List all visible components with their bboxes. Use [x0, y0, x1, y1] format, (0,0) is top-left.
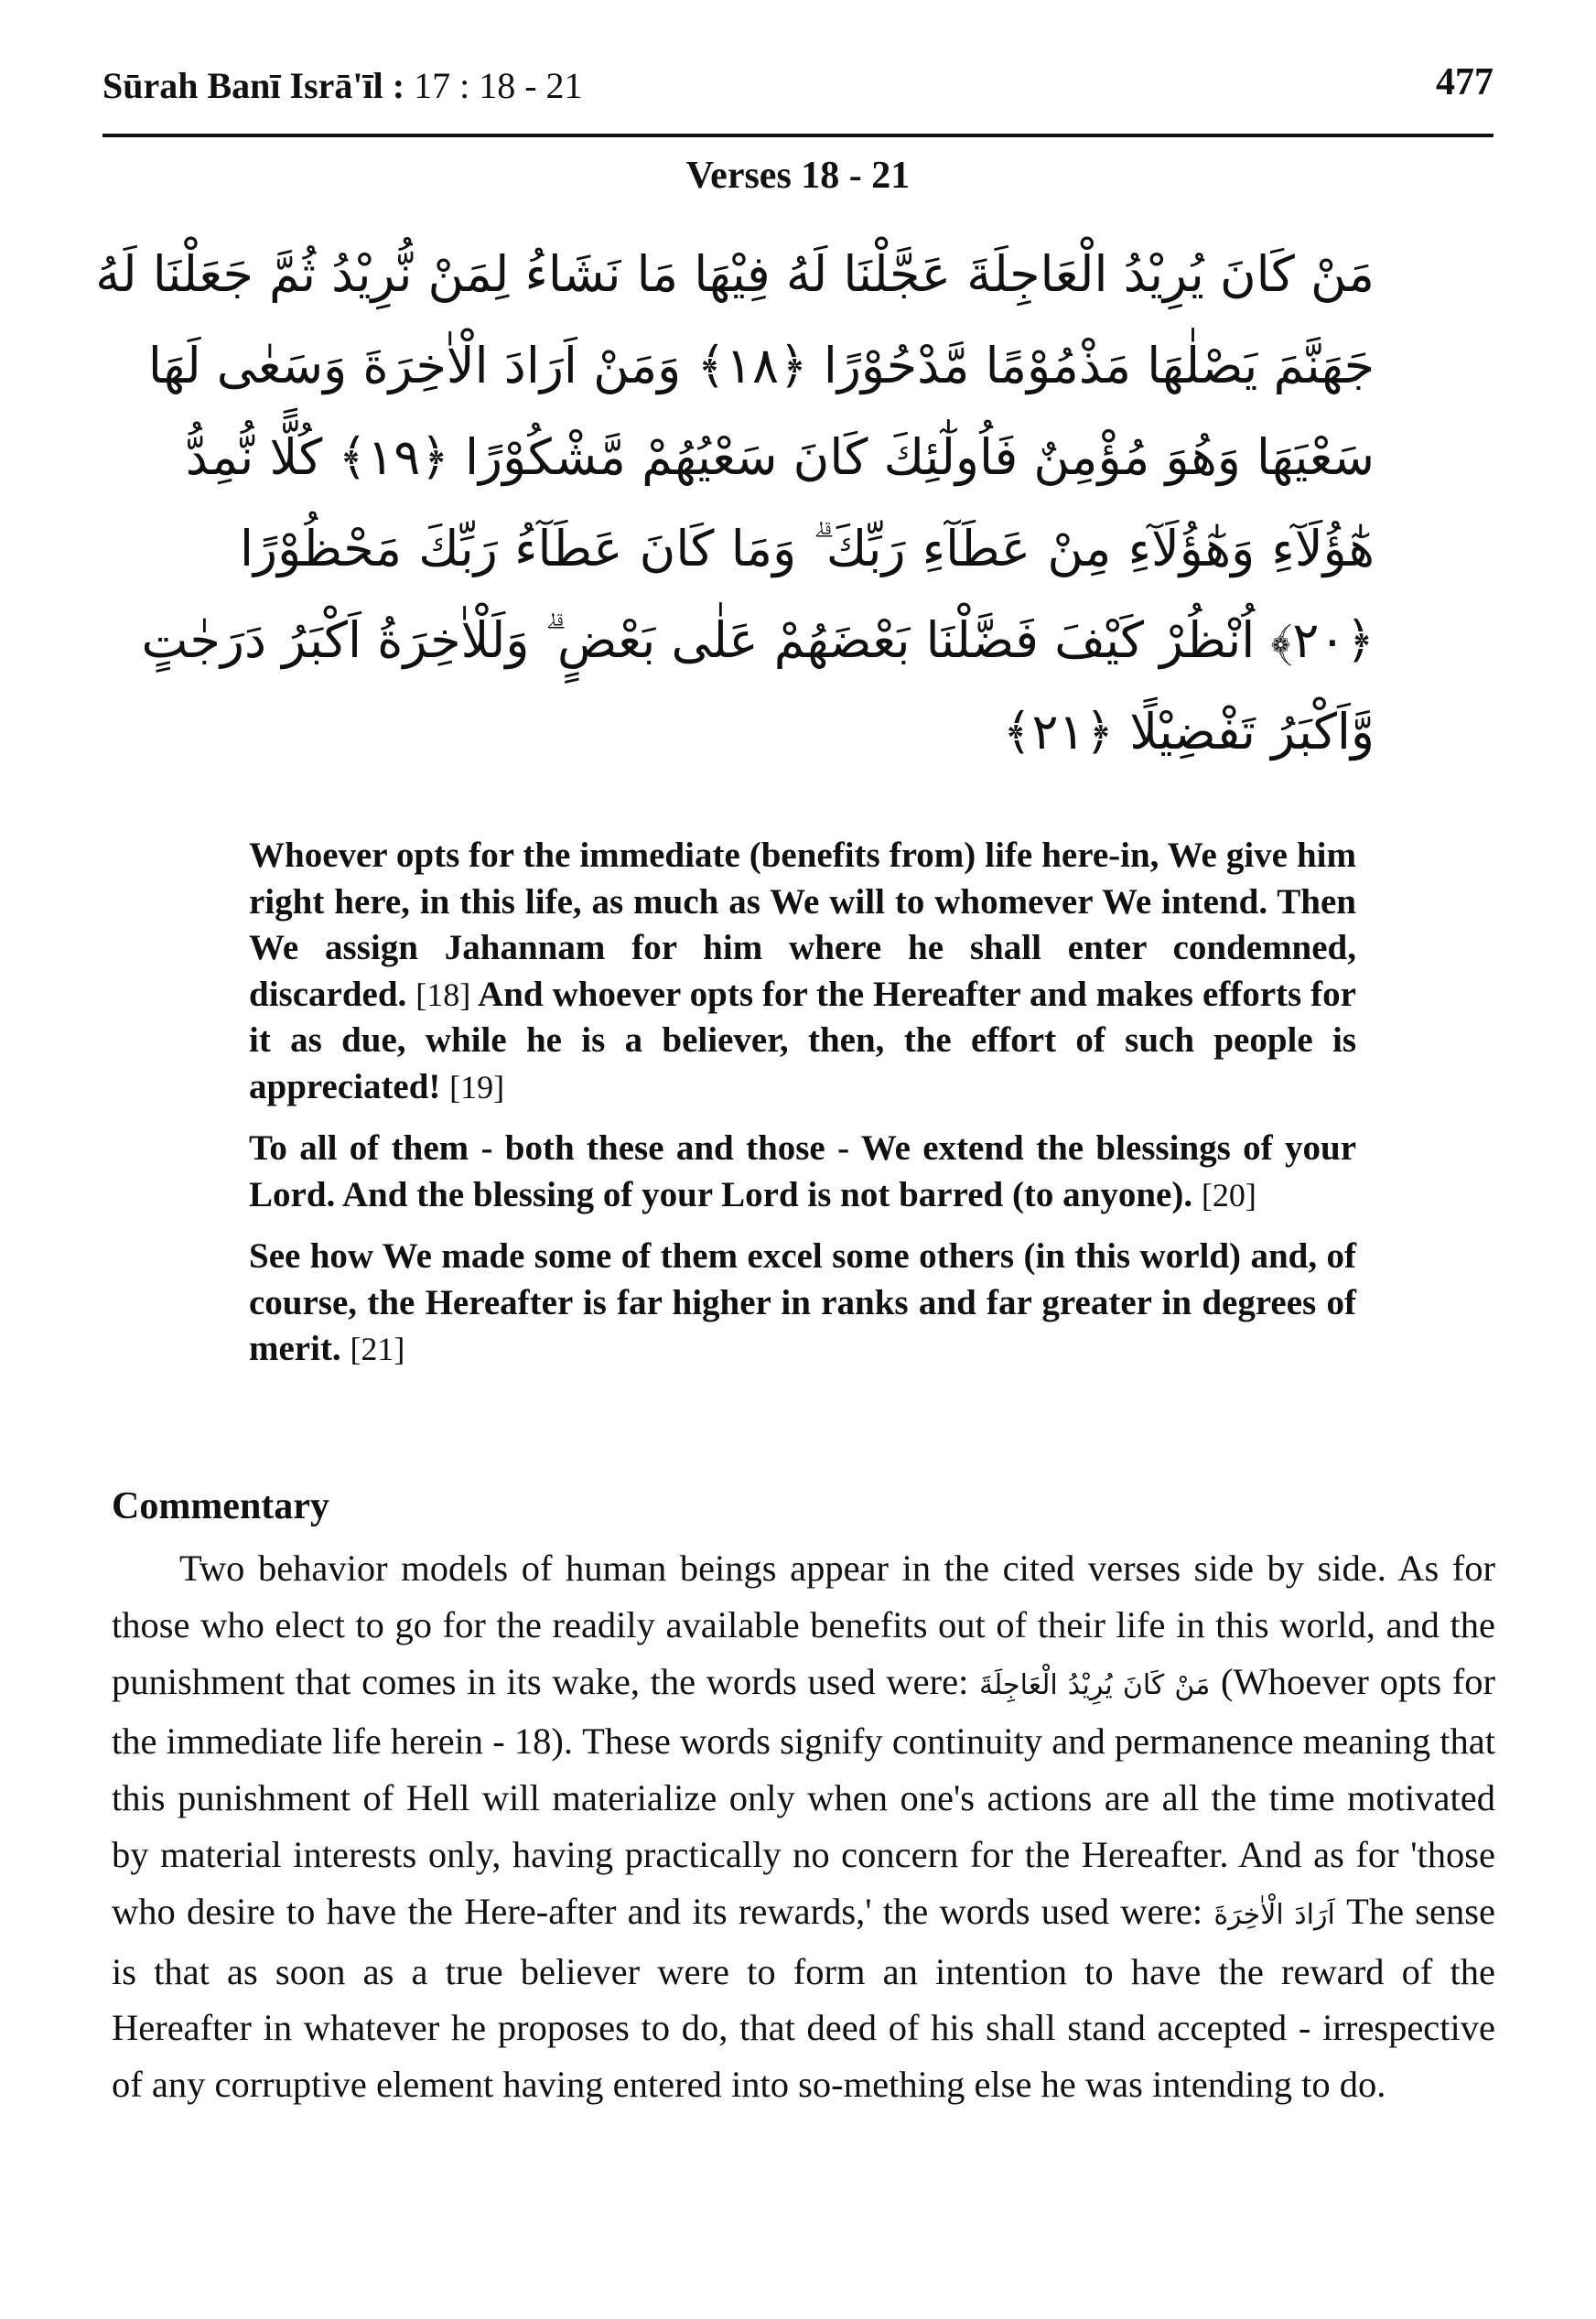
translation-text: And whoever opts for the Hereafter and makes efforts for it as due, while he is a believer, then, the effort of such people is appreciated!	[249, 974, 1356, 1106]
commentary-text: Two behavior models of human beings appear in the cited verses side by side. As for those who elect to go for the readily available benefits out of their life in this world, and the punishment that comes in its wake, the words used were:	[112, 1548, 1495, 1702]
page-number: 477	[1436, 61, 1494, 103]
commentary-paragraph	[112, 1540, 1495, 2113]
page-header	[102, 57, 1494, 141]
inline-arabic-quote: اَرَادَ الْاٰخِرَةَ	[1213, 1898, 1335, 1931]
translation-text: See how We made some of them excel some others (in this world) and, of course, the Hereafter is far higher in ranks and far greater in degrees of merit.	[249, 1236, 1356, 1368]
verse-number: [20]	[1201, 1176, 1256, 1213]
commentary-text: The sense is that as soon as a true believer were to form an intention to have the reward of the Hereafter in whatever he proposes to do, that deed of his shall stand accepted - irrespective of any corruptive element having entered into so-mething else he was intending to do.	[112, 1890, 1496, 2106]
surah-name: Sūrah Banī Isrā'īl :	[102, 65, 405, 106]
translation-paragraph	[249, 833, 1356, 1110]
commentary-body	[112, 1540, 1495, 2113]
arabic-line: سَعْيَهَا وَهُوَ مُؤْمِنٌ فَاُولٰٓئِكَ كَانَ سَعْيُهُمْ مَّشْكُوْرًا ﴿١٩﴾ كُلًّا نُّمِدُّ	[185, 428, 1375, 486]
commentary-text: (Whoever opts for the immediate life herein - 18). These words signify continuity and permanence meaning that this punishment of Hell will materialize only when one's actions are all the time motivated by material interests only, having practically no concern for the Hereafter. And as for 'those who desire to have the Here-after and its rewards,' the words used were:	[112, 1660, 1496, 1932]
inline-arabic-quote: مَنْ كَانَ يُرِيْدُ الْعَاجِلَةَ	[979, 1668, 1211, 1701]
arabic-line: وَّاَكْبَرُ تَفْضِيْلًا ﴿٢١﴾	[1002, 703, 1375, 760]
verse-number: [18]	[415, 976, 471, 1013]
translation-text: Whoever opts for the immediate (benefits from) life here-in, We give him right here, in this life, as much as We will to whomever We intend. Then We assign Jahannam for him where he shall enter condemned, discarded.	[249, 836, 1356, 1014]
translation-paragraph	[249, 1126, 1356, 1218]
verse-number: [21]	[350, 1331, 405, 1367]
arabic-line: جَهَنَّمَ يَصْلٰهَا مَذْمُوْمًا مَّدْحُوْرًا ﴿١٨﴾ وَمَنْ اَرَادَ الْاٰخِرَةَ وَسَعٰى لَهَا	[147, 337, 1375, 394]
running-head	[102, 64, 583, 107]
arabic-verses	[95, 229, 1375, 778]
arabic-line: مَنْ كَانَ يُرِيْدُ الْعَاجِلَةَ عَجَّلْنَا لَهُ فِيْهَا مَا نَشَاءُ لِمَنْ نُّرِيْدُ ثُمَّ جَعَلْنَا لَهُ	[95, 245, 1375, 303]
translation-text: To all of them - both these and those - We extend the blessings of your Lord. And the blessing of your Lord is not barred (to anyone).	[249, 1128, 1356, 1214]
commentary-heading: Commentary	[112, 1485, 329, 1527]
verse-reference: 17 : 18 - 21	[414, 65, 583, 106]
arabic-line: هٰٓؤُلَآءِ وَهٰٓؤُلَآءِ مِنْ عَطَآءِ رَبِّكَ ۗ وَمَا كَانَ عَطَآءُ رَبِّكَ مَحْظُوْرًا	[240, 520, 1375, 577]
header-rule	[102, 134, 1494, 137]
verses-heading: Verses 18 - 21	[685, 155, 911, 197]
translation-paragraph	[249, 1234, 1356, 1373]
translation	[249, 833, 1356, 1388]
verse-number: [19]	[449, 1068, 505, 1106]
arabic-line: ﴿٢٠﴾ اُنْظُرْ كَيْفَ فَضَّلْنَا بَعْضَهُمْ عَلٰى بَعْضٍ ۗ وَلَلْاٰخِرَةُ اَكْبَرُ دَرَجٰتٍ	[141, 611, 1375, 669]
